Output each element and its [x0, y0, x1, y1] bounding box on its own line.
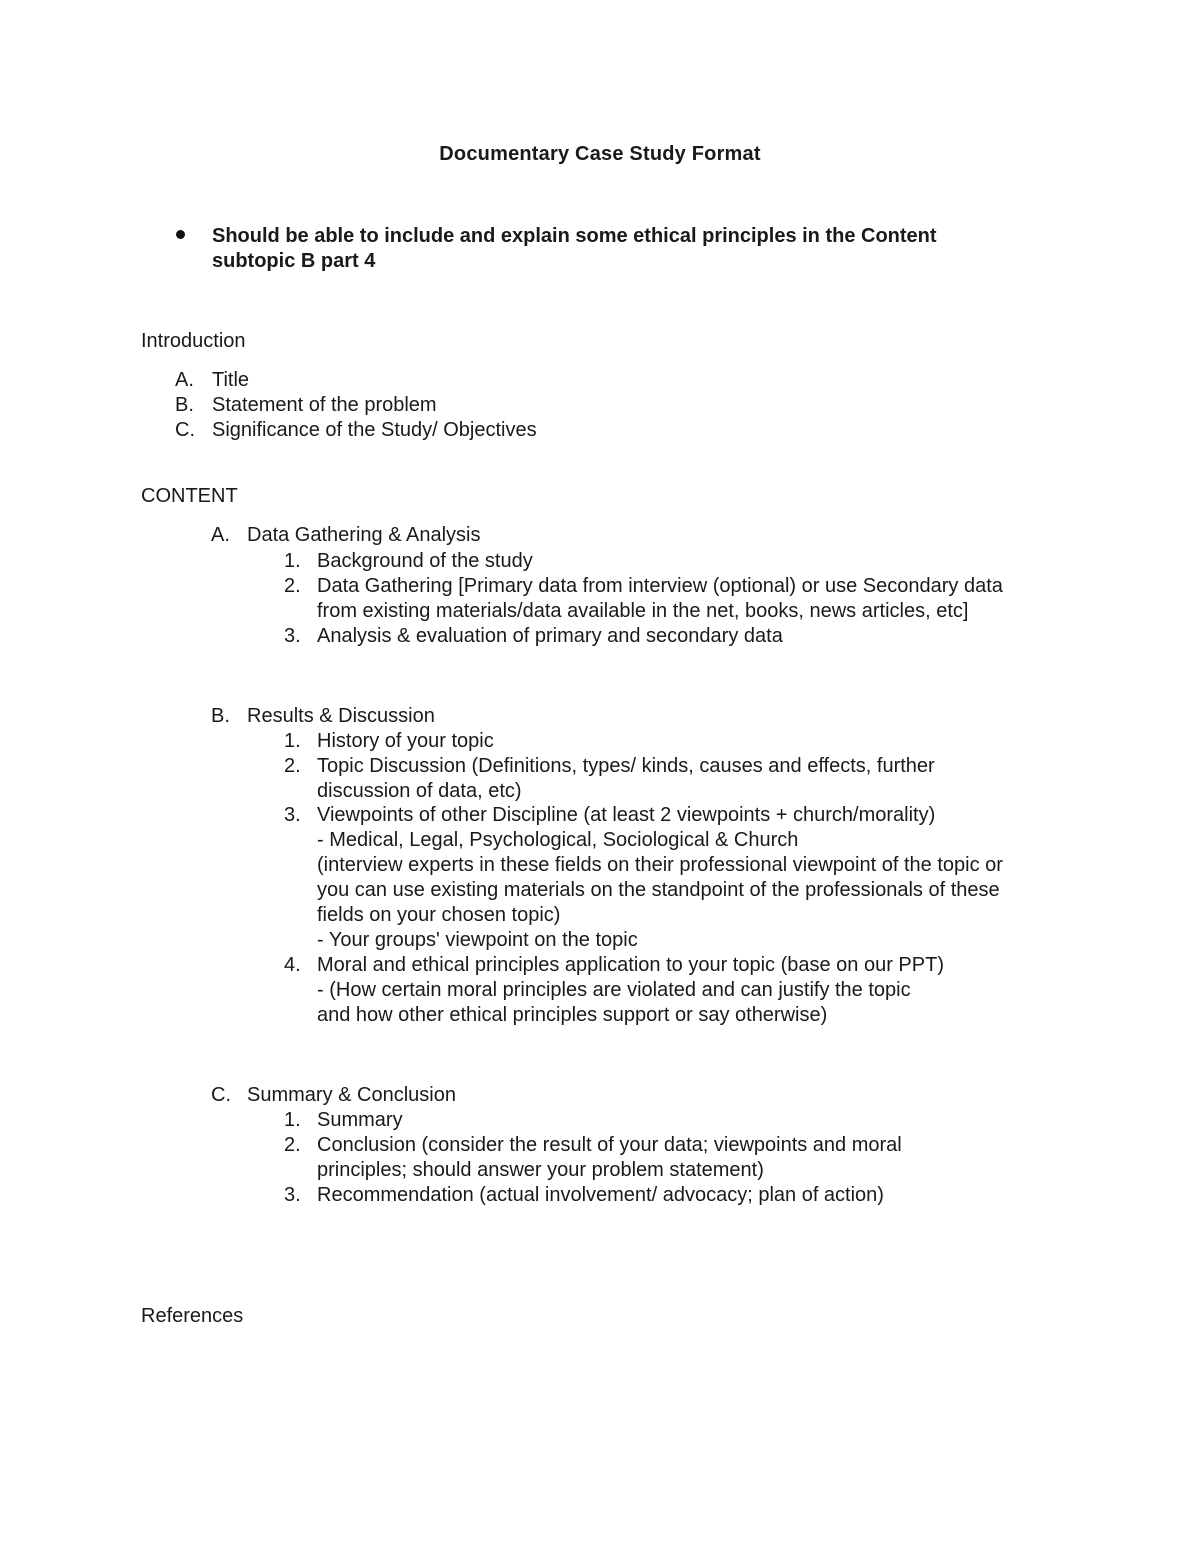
document-title: Documentary Case Study Format [439, 143, 761, 165]
content-b-title: Results & Discussion [247, 705, 435, 727]
content-b-item-2-line-2: discussion of data, etc) [317, 780, 522, 802]
content-b-item-3-line-5: fields on your chosen topic) [317, 904, 561, 926]
intro-item-a-text: Title [212, 369, 250, 391]
content-a-title: Data Gathering & Analysis [247, 524, 481, 546]
content-c-item-1-marker: 1. [284, 1109, 301, 1131]
content-c-title: Summary & Conclusion [247, 1084, 456, 1106]
intro-item-a-marker: A. [175, 369, 194, 391]
content-a-item-3-line-1: Analysis & evaluation of primary and secondary data [317, 625, 783, 647]
content-c-item-3-marker: 3. [284, 1184, 301, 1206]
content-a-item-2-line-2: from existing materials/data available in the net, books, news articles, etc] [317, 600, 969, 622]
content-b-item-2-marker: 2. [284, 755, 301, 777]
content-a-marker: A. [211, 524, 230, 546]
content-b-marker: B. [211, 705, 230, 727]
content-c-item-3-line-1: Recommendation (actual involvement/ advocacy; plan of action) [317, 1184, 884, 1206]
bullet-dot-icon [176, 230, 185, 239]
content-c-marker: C. [211, 1084, 231, 1106]
content-a-item-1-marker: 1. [284, 550, 301, 572]
content-b-item-3-line-6: - Your groups' viewpoint on the topic [317, 929, 638, 951]
content-b-item-3-marker: 3. [284, 804, 301, 826]
content-b-item-1-line-1: History of your topic [317, 730, 494, 752]
content-b-item-3-line-3: (interview experts in these fields on their professional viewpoint of the topic or [317, 854, 1003, 876]
content-a-item-2-marker: 2. [284, 575, 301, 597]
content-b-item-1-marker: 1. [284, 730, 301, 752]
intro-item-c-text: Significance of the Study/ Objectives [212, 419, 537, 441]
content-b-item-4-marker: 4. [284, 954, 301, 976]
content-c-item-2-line-2: principles; should answer your problem statement) [317, 1159, 764, 1181]
content-b-item-4-line-2: - (How certain moral principles are violated and can justify the topic [317, 979, 911, 1001]
content-b-item-2-line-1: Topic Discussion (Definitions, types/ kinds, causes and effects, further [317, 755, 935, 777]
content-b-item-4-line-1: Moral and ethical principles application to your topic (base on our PPT) [317, 954, 944, 976]
content-b-item-3-line-1: Viewpoints of other Discipline (at least 2 viewpoints + church/morality) [317, 804, 936, 826]
bullet-note-line-2: subtopic B part 4 [212, 250, 376, 272]
content-b-item-4-line-3: and how other ethical principles support or say otherwise) [317, 1004, 828, 1026]
intro-item-c-marker: C. [175, 419, 195, 441]
content-c-item-1-line-1: Summary [317, 1109, 403, 1131]
content-b-item-3-line-2: - Medical, Legal, Psychological, Sociological & Church [317, 829, 799, 851]
content-a-item-1-line-1: Background of the study [317, 550, 533, 572]
content-a-item-3-marker: 3. [284, 625, 301, 647]
intro-item-b-text: Statement of the problem [212, 394, 437, 416]
content-a-item-2-line-1: Data Gathering [Primary data from interview (optional) or use Secondary data [317, 575, 1003, 597]
introduction-heading: Introduction [141, 330, 246, 352]
content-b-item-3-line-4: you can use existing materials on the standpoint of the professionals of these [317, 879, 1000, 901]
intro-item-b-marker: B. [175, 394, 194, 416]
references-heading: References [141, 1305, 244, 1327]
content-heading: CONTENT [141, 485, 238, 507]
content-c-item-2-marker: 2. [284, 1134, 301, 1156]
bullet-note-line-1: Should be able to include and explain some ethical principles in the Content [212, 225, 937, 247]
content-c-item-2-line-1: Conclusion (consider the result of your data; viewpoints and moral [317, 1134, 902, 1156]
